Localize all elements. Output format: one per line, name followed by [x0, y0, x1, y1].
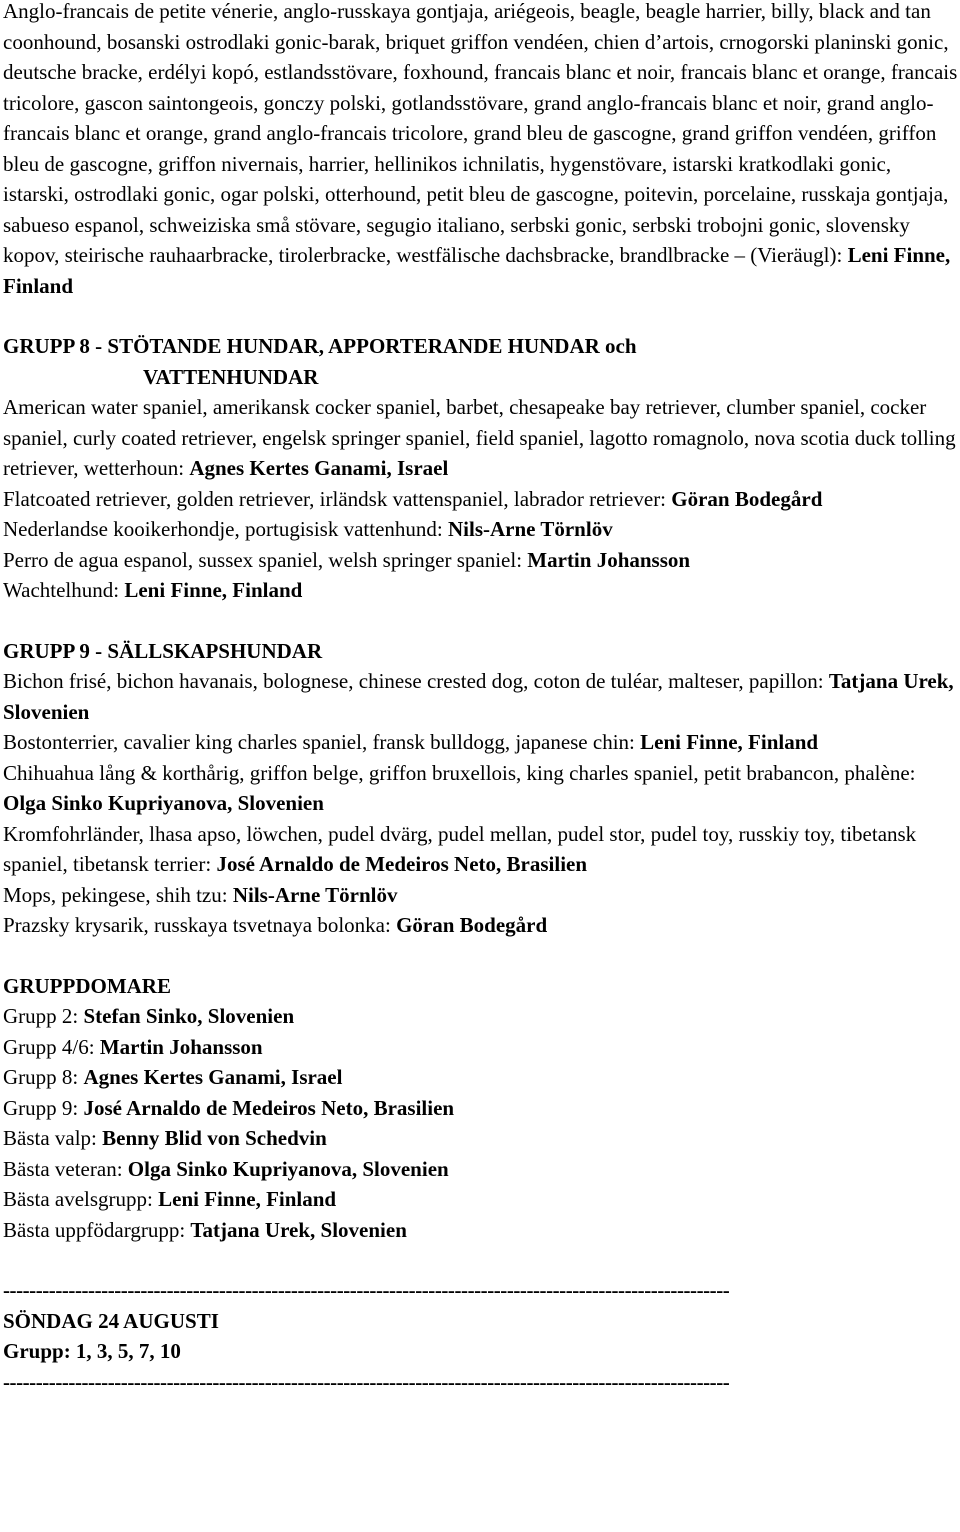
divider-line: ---------------------------------------------------------------------------------------------------------------	[3, 1278, 730, 1302]
day-groups: Grupp: 1, 3, 5, 7, 10	[3, 1339, 181, 1363]
gruppdomare-heading: GRUPPDOMARE	[3, 973, 171, 998]
breed-list: American water spaniel, amerikansk cocker spaniel, barbet, chesapeake bay retriever, clumber spaniel, cocker spaniel, curly coated retriever, engelsk springer spaniel, field spaniel, lagotto romagnolo, nova scotia duck tolling retriever, wetterhoun:	[3, 395, 956, 480]
document-page	[3, 0, 958, 1397]
breed-list: Perro de agua espanol, sussex spaniel, welsh springer spaniel:	[3, 547, 528, 572]
group-8-entry	[3, 484, 958, 515]
gruppdomare-entry	[3, 1184, 958, 1215]
judge-name: Agnes Kertes Ganami, Israel	[83, 1065, 343, 1089]
judge-name: Leni Finne, Finland	[158, 1187, 337, 1211]
day-title: SÖNDAG 24 AUGUSTI	[3, 1308, 219, 1333]
breed-list: Nederlandse kooikerhondje, portugisisk vattenhund:	[3, 517, 448, 541]
judge-name: Agnes Kertes Ganami, Israel	[189, 456, 449, 480]
group-8-entry	[3, 575, 958, 606]
breed-list: Wachtelhund:	[3, 578, 125, 602]
gruppdomare-entry	[3, 1093, 958, 1124]
judge-name: Nils-Arne Törnlöv	[448, 517, 613, 541]
divider-line: ---------------------------------------------------------------------------------------------------------------	[3, 1369, 730, 1394]
entry-label: Bästa valp:	[3, 1126, 103, 1150]
judge-name: José Arnaldo de Medeiros Neto, Brasilien	[216, 852, 588, 876]
judge-name: Leni Finne, Finland	[124, 578, 303, 602]
gruppdomare-entry	[3, 1001, 958, 1032]
judge-name: Leni Finne, Finland	[3, 243, 951, 298]
intro-paragraph	[3, 0, 958, 301]
group-8-entry	[3, 545, 958, 576]
group-9-entry	[3, 727, 958, 758]
breed-list: Prazsky krysarik, russkaya tsvetnaya bolonka:	[3, 913, 397, 937]
judge-name: Martin Johansson	[527, 547, 691, 572]
group-9-entry	[3, 758, 958, 819]
judge-name: Stefan Sinko, Slovenien	[83, 1004, 295, 1028]
gruppdomare-entry	[3, 1154, 958, 1185]
entry-label: Grupp 4/6:	[3, 1034, 100, 1059]
group-8-heading: GRUPP 8 - STÖTANDE HUNDAR, APPORTERANDE HUNDAR och	[3, 334, 637, 358]
group-8-heading-continued: VATTENHUNDAR	[143, 364, 319, 389]
group-9-entry	[3, 666, 958, 727]
entry-label: Bästa uppfödargrupp:	[3, 1217, 191, 1242]
gruppdomare-entry	[3, 1032, 958, 1063]
judge-name: Olga Sinko Kupriyanova, Slovenien	[127, 1156, 449, 1181]
judge-name: José Arnaldo de Medeiros Neto, Brasilien	[83, 1095, 455, 1120]
breed-list: Kromfohrländer, lhasa apso, löwchen, pudel dvärg, pudel mellan, pudel stor, pudel toy, russkiy toy, tibetansk spaniel, tibetansk terrier:	[3, 821, 917, 876]
judge-name: Göran Bodegård	[396, 913, 548, 937]
entry-label: Grupp 8:	[3, 1065, 84, 1089]
group-9-entry	[3, 819, 958, 880]
group-9-entry	[3, 910, 958, 941]
group-9-entry	[3, 880, 958, 911]
spacer	[3, 941, 958, 971]
judge-name: Martin Johansson	[99, 1034, 263, 1059]
entry-label: Grupp 2:	[3, 1004, 84, 1028]
group-8-entry	[3, 392, 958, 484]
entry-label: Bästa avelsgrupp:	[3, 1187, 159, 1211]
spacer	[3, 606, 958, 636]
judge-name: Tatjana Urek, Slovenien	[190, 1217, 407, 1242]
breed-list: Chihuahua lång & korthårig, griffon belge, griffon bruxellois, king charles spaniel, petit brabancon, phalène:	[3, 760, 916, 785]
breed-list: Anglo-francais de petite vénerie, anglo-russkaya gontjaja, ariégeois, beagle, beagle harrier, billy, black and tan coonhound, bosanski ostrodlaki gonic-barak, briquet griffon vendéen, chien d’artois, crnogorski planinski gonic, deutsche bracke, erdélyi kopó, estlandsstövare, foxhound, francais blanc et noir, francais blanc et orange, francais tricolore, gascon saintongeois, gonczy polski, gotlandsstövare, grand anglo-francais blanc et noir, grand anglo-francais blanc et orange, grand anglo-francais tricolore, grand bleu de gascogne, grand griffon vendéen, griffon bleu de gascogne, griffon nivernais, harrier, hellinikos ichnilatis, hygenstövare, istarski kratkodlaki gonic, istarski, ostrodlaki gonic, ogar polski, otterhound, petit bleu de gascogne, poitevin, porcelaine, russkaja gontjaja, sabueso espanol, schweiziska små stövare, segugio italiano, serbski gonic, serbski trobojni gonic, slovensky kopov, steirische rauhaarbracke, tirolerbracke, westfälische dachsbracke, brandlbracke – (Vieräugl):	[3, 0, 958, 267]
breed-list: Mops, pekingese, shih tzu:	[3, 882, 233, 907]
gruppdomare-entry	[3, 1215, 958, 1246]
judge-name: Göran Bodegård	[671, 486, 823, 511]
breed-list: Bichon frisé, bichon havanais, bolognese, chinese crested dog, coton de tuléar, malteser, papillon:	[3, 669, 829, 693]
judge-name: Nils-Arne Törnlöv	[232, 882, 398, 907]
judge-name: Olga Sinko Kupriyanova, Slovenien	[3, 791, 324, 815]
judge-name: Benny Blid von Schedvin	[102, 1126, 327, 1150]
group-9-heading: GRUPP 9 - SÄLLSKAPSHUNDAR	[3, 638, 323, 663]
spacer	[3, 1245, 958, 1275]
group-8-entry	[3, 514, 958, 545]
spacer	[3, 301, 958, 331]
gruppdomare-entry	[3, 1123, 958, 1154]
gruppdomare-entry	[3, 1062, 958, 1093]
judge-name: Tatjana Urek, Slovenien	[3, 669, 954, 724]
entry-label: Bästa veteran:	[3, 1156, 128, 1181]
entry-label: Grupp 9:	[3, 1095, 84, 1120]
judge-name: Leni Finne, Finland	[640, 730, 819, 754]
breed-list: Flatcoated retriever, golden retriever, irländsk vattenspaniel, labrador retriever:	[3, 486, 672, 511]
breed-list: Bostonterrier, cavalier king charles spaniel, fransk bulldogg, japanese chin:	[3, 730, 641, 754]
